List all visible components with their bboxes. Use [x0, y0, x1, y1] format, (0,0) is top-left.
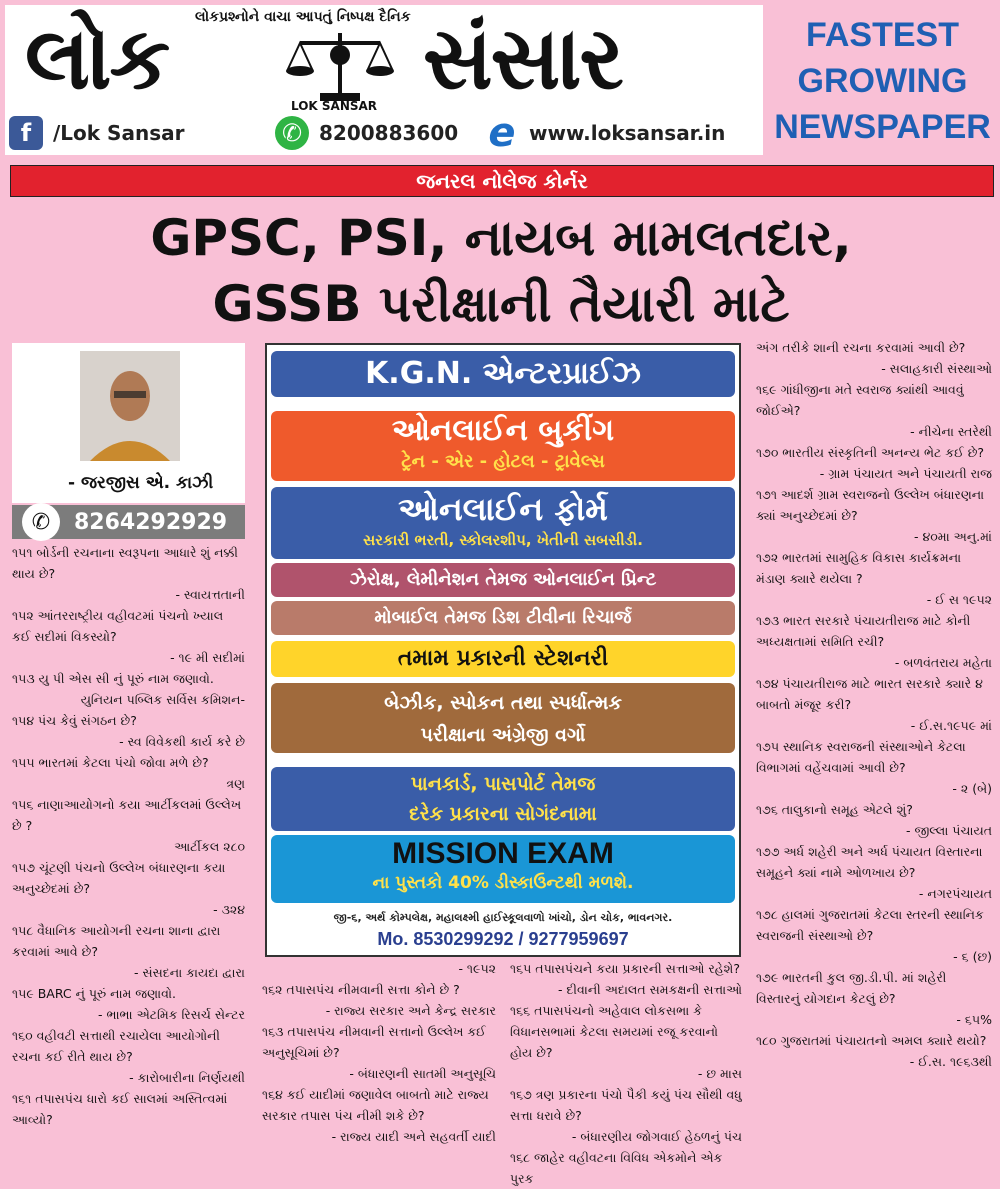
ad-discount: ના પુસ્તકો 40% ડીસ્કાઉન્ટથી મળશે.: [372, 873, 634, 893]
answer-text: - બંધારણીય જોગવાઈ હેઠળનું પંચ: [571, 1129, 742, 1144]
answer-text: - ભાભા એટમિક રિસર્ચ સેન્ટર: [97, 1007, 245, 1022]
question-text: ૧૬૦ વહીવટી સત્તાથી રચાયેલા આયોગોની રચના કઈ રીતે થાય છે?: [12, 1028, 221, 1064]
question-text: ૧૬૭ ત્રણ પ્રકારના પંચો પૈકી કયું પંચ સૌથી વધુ સત્તા ધરાવે છે?: [510, 1087, 742, 1123]
whatsapp-contact[interactable]: [275, 115, 458, 151]
website-contact[interactable]: [485, 110, 726, 156]
question-text: ૧૬૮ જાહેર વહીવટના વિવિધ એકમોને એક પુરક: [510, 1150, 723, 1186]
answer-text: - સ્વાયત્તતાની: [175, 587, 245, 602]
ad-mobile: Mo. 8530299292 / 9277959697: [377, 929, 629, 949]
author-photo: [80, 351, 180, 461]
question-text: ૧૫૫ ભારતમાં કેટલા પંચો જોવા મળે છે?: [12, 755, 209, 770]
answer-text: - રાજ્ય યાદી અને સહવર્તી યાદી: [331, 1129, 496, 1144]
question-text: ૧૭૨ ભારતમાં સામુહિક વિકાસ કાર્યક્રમના મંડાણ ક્યારે થયેલા ?: [756, 550, 962, 586]
question-text: ૧૬૫ તપાસપંચને કયા પ્રકારની સત્તાઓ રહેશે?: [510, 961, 740, 976]
ad-pancard: [271, 767, 735, 831]
answer-text: આર્ટીકલ ૨૮૦: [174, 839, 245, 854]
answer-text: - છ માસ: [697, 1066, 742, 1081]
answer-text: - ૬ (છ): [953, 949, 992, 964]
advertisement: [265, 343, 741, 957]
question-text: ૧૬૬ તપાસપંચનો અહેવાલ લોકસભા કે વિધાનસભામાં કેટલા સમયમાં રજૂ કરવાનો હોય છે?: [510, 1003, 719, 1060]
ad-english-line: બેઝીક, સ્પોકન તથા સ્પર્ધાત્મક: [384, 692, 622, 714]
answer-text: - રાજ્ય સરકાર અને કેન્દ્ર સરકાર: [325, 1003, 496, 1018]
answer-text: - ઈ.સ. ૧૯૬૩થી: [909, 1054, 992, 1069]
scales-emblem-icon: [280, 25, 400, 105]
answer-text: - સ્વ વિવેકથી કાર્ય કરે છે: [119, 734, 245, 749]
answer-text: - દીવાની અદાલત સમકક્ષની સત્તાઓ: [557, 982, 742, 997]
facebook-handle: /Lok Sansar: [53, 121, 185, 145]
question-text: ૧૭૩ ભારત સરકારે પંચાયતીરાજ માટે કોની અધ્યક્ષતામાં સમિતિ રચી?: [756, 613, 971, 649]
ad-online-form: [271, 487, 735, 559]
website-url: www.loksansar.in: [529, 121, 726, 145]
answer-text: - ગ્રામ પંચાયત અને પંચાયતી રાજ: [819, 466, 992, 481]
answer-text: - જીલ્લા પંચાયત: [906, 823, 992, 838]
question-text: ૧૬૨ તપાસપંચ નીમવાની સત્તા કોને છે ?: [262, 982, 460, 997]
ad-mission-exam: [271, 835, 735, 903]
question-text: ૧૫૯ BARC નું પૂરું નામ જણાવો.: [12, 986, 176, 1001]
question-text: ૧૫૧ બોર્ડની રચનાના સ્વરૂપના આધારે શું નક્કી થાય છે?: [12, 545, 239, 581]
internet-explorer-icon: e: [485, 116, 519, 150]
question-text: ૧૭૬ તાલુકાનો સમૂહ એટલે શું?: [756, 802, 913, 817]
headline-line: GSSB પરીક્ષાની તૈયારી માટે: [212, 275, 790, 333]
ad-online-form-sub: સરકારી ભરતી, સ્કોલરશીપ, ખેતીની સબસીડી.: [363, 531, 643, 549]
author-phone: 8264292929: [74, 509, 228, 535]
question-text: ૧૭૧ આદર્શ ગ્રામ સ્વરાજનો ઉલ્લેખ બંધારણના ક્યાં અનુચ્છેદમાં છે?: [756, 487, 985, 523]
question-text: ૧૫૪ પંચ કેવું સંગઠન છે?: [12, 713, 137, 728]
answer-text: - સલાહકારી સંસ્થાઓ: [881, 361, 992, 376]
section-banner: જનરલ નોલેજ કોર્નર: [10, 165, 994, 197]
ad-online-booking-title: ઓનલાઈન બુકીંગ: [391, 413, 615, 448]
page-headline: [10, 205, 992, 337]
question-text: ૧૮૦ ગુજરાતમાં પંચાયતનો અમલ ક્યારે થયો?: [756, 1033, 987, 1048]
question-text: ૧૬૧ તપાસપંચ ધારો કઈ સાલમાં અસ્તિત્વમાં આવ્યો?: [12, 1091, 228, 1127]
question-text: ૧૭૮ હાલમાં ગુજરાતમાં કેટલા સ્તરની સ્થાનિક સ્વરાજની સંસ્થાઓ છે?: [756, 907, 984, 943]
ad-english-line: પરીક્ષાના અંગ્રેજી વર્ગો: [420, 724, 586, 746]
whatsapp-number: 8200883600: [319, 121, 459, 145]
answer-text: - સંસદના કાયદા દ્વારા: [134, 965, 245, 980]
question-text: ૧૫૮ વૈધાનિક આયોગની રચના શાના દ્વારા કરવામાં આવે છે?: [12, 923, 221, 959]
ad-pancard-line: પાનકાર્ડ, પાસપોર્ટ તેમજ: [410, 773, 596, 795]
answer-text: - ૩૨૪: [213, 902, 245, 917]
answer-text: - બંધારણની સાતમી અનુસૂચિ: [349, 1066, 496, 1081]
answer-text: - ૧૯૫૨: [458, 961, 496, 976]
question-text: ૧૬૩ તપાસપંચ નીમવાની સત્તાનો ઉલ્લેખ કઈ અનુસૂચિમાં છે?: [262, 1024, 486, 1060]
answer-text: - ૪૦મા અનુ.માં: [914, 529, 992, 544]
ad-online-booking-sub: ટ્રેન - એર - હોટલ - ટ્રાવેલ્સ: [401, 451, 605, 472]
answer-text: યુનિયન પબ્લિક સર્વિસ કમિશન-: [80, 692, 245, 707]
masthead: [5, 5, 763, 155]
tagline: લોકપ્રશ્નોને વાચા આપતું નિષ્પક્ષ દૈનિક: [195, 9, 411, 25]
qa-column-1: [12, 542, 245, 1130]
headline-line: GPSC, PSI, નાયબ મામલતદાર,: [150, 209, 852, 267]
ad-address: જી-૬, અર્થ કોમ્પલેક્ષ, મહાલક્ષ્મી હાઈસ્કૂલવાળો ખાંચો, ડોન ચોક, ભાવનગર.: [333, 911, 673, 924]
author-name: - જરજીસ એ. કાઝી: [68, 473, 214, 493]
whatsapp-icon: ✆: [22, 503, 60, 541]
ad-recharge: મોબાઈલ તેમજ ડિશ ટીવીના રિચાર્જ: [271, 601, 735, 635]
logo-wordmark-right: સંસાર: [423, 9, 622, 109]
answer-text: - ૬૫%: [956, 1012, 992, 1027]
ad-online-form-title: ઓનલાઈન ફોર્મ: [398, 490, 608, 528]
question-text: ૧૭૫ સ્થાનિક સ્વરાજની સંસ્થાઓને કેટલા વિભાગમાં વહેંચવામાં આવી છે?: [756, 739, 966, 775]
author-phone-bar[interactable]: [12, 505, 245, 539]
question-text: ૧૭૭ અર્ધ શહેરી અને અર્ધ પંચાયત વિસ્તારના સમૂહને ક્યાં નામે ઓળખાય છે?: [756, 844, 983, 880]
slogan-line: FASTEST: [805, 16, 960, 54]
whatsapp-icon: ✆: [275, 116, 309, 150]
question-text: ૧૫૩ યુ પી એસ સી નું પૂરું નામ જણાવો.: [12, 671, 214, 686]
slogan-line: NEWSPAPER: [774, 108, 991, 146]
question-text: ૧૬૯ ગાંધીજીના મતે સ્વરાજ ક્યાંથી આવવું જોઈએ?: [756, 382, 964, 418]
question-text: ૧૭૪ પંચાયતીરાજ માટે ભારત સરકારે ક્યારે ૪ બાબતો મંજૂર કરી?: [756, 676, 983, 712]
answer-text: - નીચેના સ્તરેથી: [910, 424, 992, 439]
slogan-line: GROWING: [797, 62, 968, 100]
question-text: ૧૭૯ ભારતની કુલ જી.ડી.પી. માં શહેરી વિસ્તારનું યોગદાન કેટલું છે?: [756, 970, 947, 1006]
answer-text: - ૧૯ મી સદીમાં: [170, 650, 245, 665]
answer-text: ત્રણ: [226, 776, 245, 791]
answer-text: - બળવંતરાય મહેતા: [894, 655, 992, 670]
question-text: ૧૬૪ કઈ યાદીમાં જણાવેલ બાબતો માટે રાજ્ય સરકાર તપાસ પંચ નીમી શકે છે?: [262, 1087, 489, 1123]
logo-wordmark-left: લોક: [25, 9, 169, 109]
answer-text: - ૨ (બે): [952, 781, 992, 796]
qa-column-3: [510, 958, 742, 1189]
question-text: ૧૫૭ ચૂંટણી પંચનો ઉલ્લેખ બંધારણના કયા અનુચ્છેદમાં છે?: [12, 860, 226, 896]
ad-stationery: તમામ પ્રકારની સ્ટેશનરી: [271, 641, 735, 677]
answer-text: - ઈ સ ૧૯૫૨: [926, 592, 992, 607]
question-text: ૧૫૬ નાણાઆયોગનો કયા આર્ટીકલમાં ઉલ્લેખ છે ?: [12, 797, 242, 833]
ad-xerox: ઝેરોક્ષ, લેમીનેશન તેમજ ઓનલાઈન પ્રિન્ટ: [271, 563, 735, 597]
ad-title: K.G.N. એન્ટરપ્રાઈઝ: [271, 351, 735, 397]
ad-mission-title: MISSION EXAM: [392, 837, 614, 870]
author-card: [12, 343, 245, 503]
qa-column-4: [756, 337, 992, 1072]
answer-text: - નગરપંચાયત: [918, 886, 992, 901]
question-text: ૧૭૦ ભારતીય સંસ્કૃતિની અનન્ય ભેટ કઈ છે?: [756, 445, 984, 460]
question-text: અંગ તરીકે શાની રચના કરવામાં આવી છે?: [756, 340, 966, 355]
qa-column-2: [262, 958, 496, 1147]
ad-pancard-line: દરેક પ્રકારના સોગંદનામા: [409, 803, 597, 825]
facebook-icon: f: [9, 116, 43, 150]
emblem-label: LOK SANSAR: [291, 99, 378, 113]
slogan: [770, 12, 995, 150]
answer-text: - ઈ.સ.૧૯૫૯ માં: [910, 718, 992, 733]
question-text: ૧૫૨ આંતરરાષ્ટ્રીય વહીવટમાં પંચનો ખ્યાલ કઈ સદીમાં વિકસ્યો?: [12, 608, 224, 644]
ad-english-classes: [271, 683, 735, 753]
facebook-contact[interactable]: [9, 115, 184, 151]
ad-online-booking: [271, 411, 735, 481]
answer-text: - કારોબારીના નિર્ણયથી: [129, 1070, 245, 1085]
